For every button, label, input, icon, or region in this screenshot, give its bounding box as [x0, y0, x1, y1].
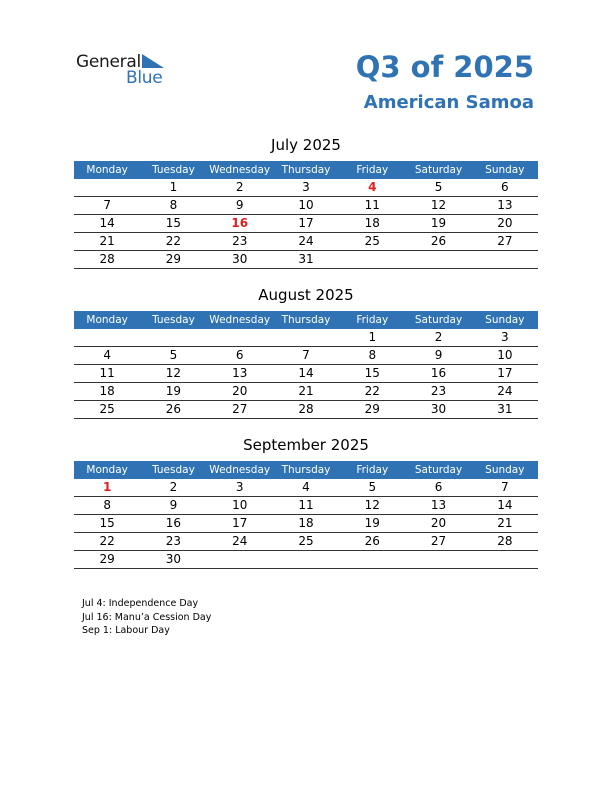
month-title: July 2025 [271, 136, 341, 154]
month-calendar-august [74, 285, 538, 419]
day-cell: 19 [364, 516, 380, 530]
day-cell: 2 [235, 180, 244, 194]
day-cell: 14 [298, 366, 314, 380]
holiday-day-cell: 4 [368, 180, 377, 194]
day-cell: 28 [497, 534, 513, 548]
day-cell [207, 329, 273, 346]
weekday-label: Wednesday [209, 464, 271, 476]
day-cell: 3 [235, 480, 244, 494]
day-cell: 13 [430, 498, 447, 512]
week-rows [74, 329, 538, 419]
day-cell: 6 [235, 348, 244, 362]
day-cell: 5 [169, 348, 178, 362]
holiday-note: Sep 1: Labour Day [82, 625, 170, 636]
day-cell: 9 [235, 198, 244, 212]
holiday-notes [82, 597, 211, 638]
weekday-label: Friday [356, 314, 389, 326]
day-cell: 6 [501, 180, 509, 194]
day-cell: 24 [232, 534, 248, 548]
day-cell: 29 [99, 552, 115, 566]
day-cell: 12 [364, 498, 380, 512]
week-row [74, 365, 538, 383]
week-row [74, 551, 538, 569]
day-cell: 17 [497, 366, 513, 380]
holiday-note: Jul 16: Manu’a Cession Day [82, 611, 212, 623]
day-cell: 13 [232, 366, 248, 380]
week-rows [74, 479, 538, 569]
day-cell: 25 [298, 534, 314, 548]
day-cell: 18 [298, 516, 314, 530]
day-cell: 11 [298, 498, 314, 512]
day-cell: 11 [364, 198, 380, 212]
day-cell: 26 [165, 402, 182, 416]
day-cell [273, 329, 339, 346]
page-title: Q3 of 2025 [355, 50, 534, 84]
day-cell: 4 [103, 348, 111, 362]
week-row [74, 179, 538, 197]
day-cell [207, 551, 273, 568]
day-cell [140, 329, 206, 346]
month-calendar-july [74, 135, 538, 269]
day-cell: 21 [99, 234, 115, 248]
week-row [74, 401, 538, 419]
day-cell: 10 [298, 198, 314, 212]
day-cell: 20 [497, 216, 513, 230]
day-cell: 15 [99, 516, 115, 530]
day-cell: 25 [99, 402, 115, 416]
day-cell: 20 [232, 384, 248, 398]
day-cell: 5 [434, 180, 443, 194]
day-cell: 4 [302, 480, 310, 494]
week-row [74, 251, 538, 269]
weekday-header [74, 311, 538, 329]
page-subtitle: American Samoa [363, 92, 534, 113]
day-cell: 30 [165, 552, 182, 566]
week-rows [74, 179, 538, 269]
weekday-label: Friday [356, 164, 389, 176]
day-cell: 28 [298, 402, 314, 416]
logo-general-text: General [76, 52, 141, 72]
day-cell: 19 [165, 384, 182, 398]
weekday-label: Wednesday [209, 164, 271, 176]
day-cell: 9 [434, 348, 443, 362]
day-cell: 12 [430, 198, 447, 212]
week-row [74, 515, 538, 533]
day-cell: 2 [434, 330, 443, 344]
day-cell: 24 [497, 384, 513, 398]
weekday-label: Tuesday [152, 164, 195, 176]
day-cell: 23 [165, 534, 182, 548]
weekday-label: Tuesday [152, 464, 195, 476]
day-cell: 22 [364, 384, 380, 398]
day-cell: 7 [103, 198, 111, 212]
day-cell: 16 [165, 516, 182, 530]
day-cell: 16 [430, 366, 447, 380]
weekday-label: Saturday [414, 464, 463, 476]
month-title: August 2025 [258, 286, 354, 304]
week-row [74, 215, 538, 233]
day-cell: 26 [364, 534, 380, 548]
day-cell: 23 [430, 384, 447, 398]
month-title: September 2025 [243, 436, 369, 454]
day-cell: 3 [302, 180, 310, 194]
day-cell: 24 [298, 234, 314, 248]
day-cell: 10 [232, 498, 248, 512]
logo-triangle-icon [142, 54, 164, 68]
day-cell: 14 [99, 216, 115, 230]
day-cell: 17 [232, 516, 248, 530]
week-row [74, 347, 538, 365]
day-cell: 30 [232, 252, 248, 266]
day-cell [339, 551, 405, 568]
day-cell: 8 [169, 198, 178, 212]
week-row [74, 497, 538, 515]
month-calendar-september [74, 435, 538, 569]
day-cell [74, 179, 140, 196]
day-cell: 5 [368, 480, 377, 494]
day-cell: 13 [497, 198, 513, 212]
day-cell: 15 [165, 216, 182, 230]
day-cell [405, 551, 471, 568]
day-cell: 11 [99, 366, 115, 380]
day-cell: 28 [99, 252, 115, 266]
weekday-label: Thursday [281, 464, 331, 476]
day-cell [74, 329, 140, 346]
day-cell: 9 [169, 498, 178, 512]
day-cell: 25 [364, 234, 380, 248]
day-cell: 14 [497, 498, 513, 512]
day-cell: 27 [497, 234, 513, 248]
day-cell: 31 [298, 252, 314, 266]
logo [76, 52, 176, 92]
day-cell: 2 [169, 480, 178, 494]
day-cell: 21 [497, 516, 513, 530]
weekday-label: Thursday [281, 164, 331, 176]
day-cell: 10 [497, 348, 513, 362]
week-row [74, 233, 538, 251]
weekday-label: Friday [356, 464, 389, 476]
day-cell: 18 [364, 216, 380, 230]
day-cell: 21 [298, 384, 314, 398]
day-cell: 6 [434, 480, 443, 494]
weekday-label: Sunday [485, 464, 525, 476]
day-cell: 23 [232, 234, 248, 248]
day-cell: 22 [165, 234, 182, 248]
day-cell: 8 [368, 348, 377, 362]
day-cell: 7 [501, 480, 509, 494]
day-cell: 30 [430, 402, 447, 416]
day-cell: 18 [99, 384, 115, 398]
weekday-label: Monday [86, 314, 128, 326]
week-row [74, 383, 538, 401]
weekday-label: Sunday [485, 164, 525, 176]
day-cell [339, 251, 405, 268]
day-cell: 19 [430, 216, 447, 230]
day-cell: 20 [430, 516, 447, 530]
day-cell [273, 551, 339, 568]
weekday-label: Thursday [281, 314, 331, 326]
weekday-label: Sunday [485, 314, 525, 326]
week-row [74, 479, 538, 497]
day-cell: 27 [430, 534, 447, 548]
week-row [74, 197, 538, 215]
weekday-label: Monday [86, 164, 128, 176]
day-cell: 31 [497, 402, 513, 416]
day-cell: 26 [430, 234, 447, 248]
week-row [74, 533, 538, 551]
logo-blue-text: Blue [126, 68, 163, 88]
day-cell [472, 551, 538, 568]
day-cell: 1 [368, 330, 377, 344]
day-cell: 12 [165, 366, 182, 380]
day-cell: 8 [103, 498, 111, 512]
holiday-day-cell: 16 [231, 216, 249, 230]
day-cell: 29 [165, 252, 182, 266]
weekday-header [74, 461, 538, 479]
holiday-day-cell: 1 [102, 480, 112, 494]
day-cell: 22 [99, 534, 115, 548]
weekday-label: Tuesday [152, 314, 195, 326]
day-cell: 7 [302, 348, 310, 362]
week-row [74, 329, 538, 347]
day-cell: 29 [364, 402, 380, 416]
day-cell: 17 [298, 216, 314, 230]
weekday-header [74, 161, 538, 179]
weekday-label: Monday [86, 464, 128, 476]
day-cell: 15 [364, 366, 380, 380]
weekday-label: Wednesday [209, 314, 271, 326]
weekday-label: Saturday [414, 314, 463, 326]
day-cell [472, 251, 538, 268]
day-cell: 27 [232, 402, 248, 416]
day-cell [405, 251, 471, 268]
day-cell: 1 [169, 180, 178, 194]
weekday-label: Saturday [414, 164, 463, 176]
day-cell: 3 [501, 330, 509, 344]
holiday-note: Jul 4: Independence Day [82, 598, 199, 609]
